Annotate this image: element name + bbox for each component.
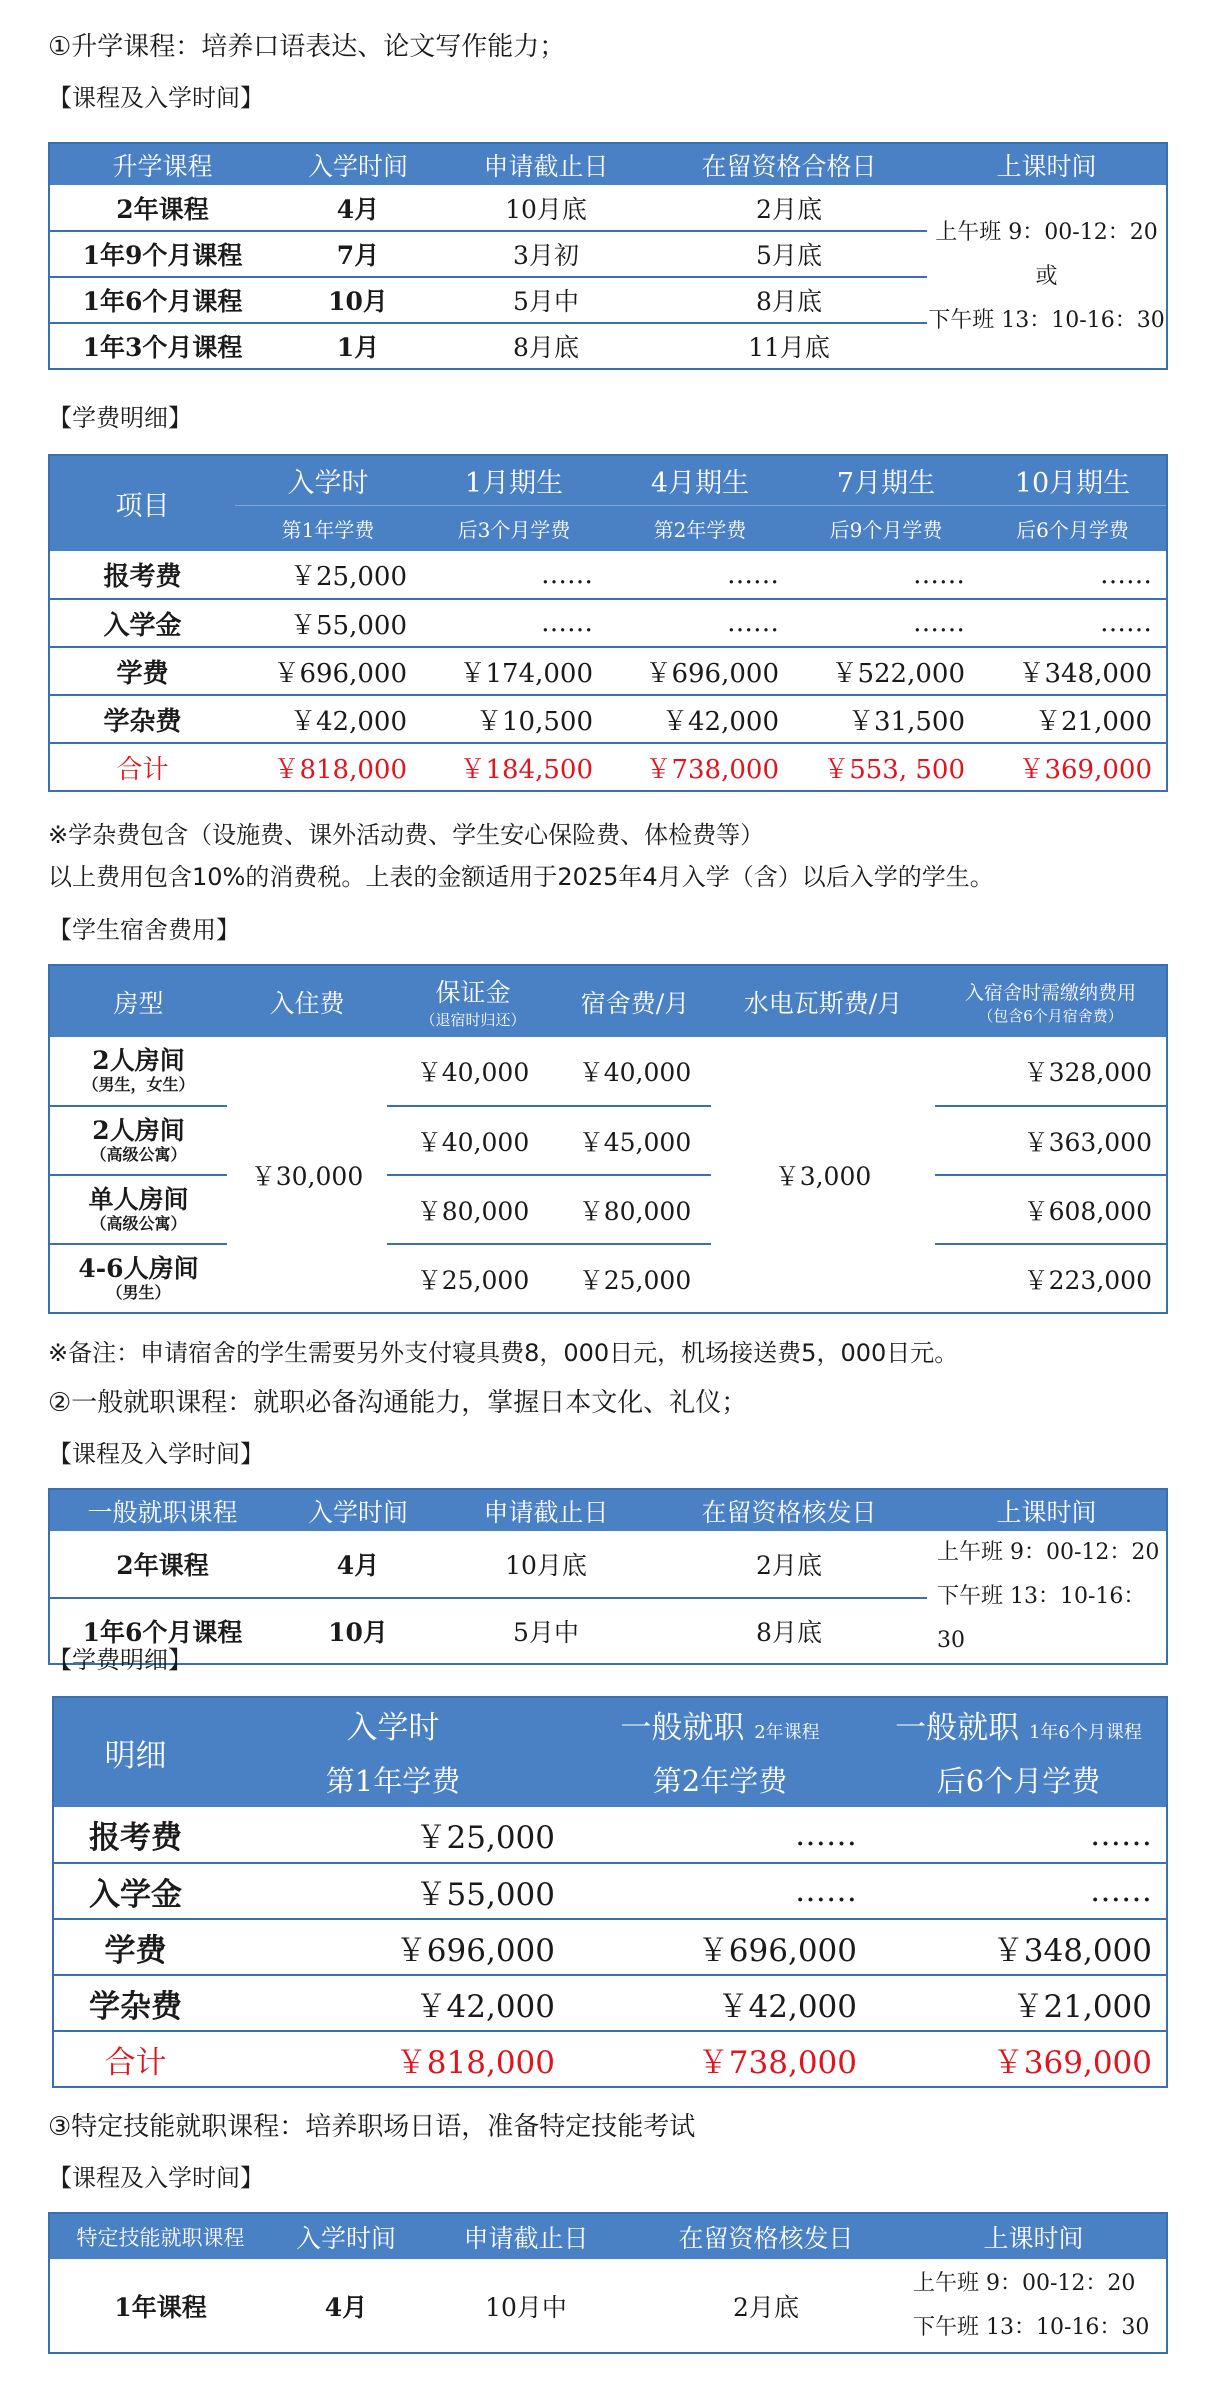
total-row xyxy=(53,2031,1167,2087)
class-time-morning: 上午班 9：00-12：20 xyxy=(935,219,1158,245)
utility-fee: ￥3,000 xyxy=(774,1161,872,1191)
cell: ￥369,000 xyxy=(992,2044,1152,2081)
table-row xyxy=(49,647,1167,695)
cell: ￥25,000 xyxy=(217,1807,569,1863)
col-header: 7月期生 xyxy=(793,455,979,505)
cell: ￥174,000 xyxy=(421,647,607,695)
section1-fee-tag: 【学费明细】 xyxy=(48,404,192,432)
col-header: 特定技能就职课程 xyxy=(49,2213,271,2259)
table-row xyxy=(53,1807,1167,1863)
dorm-table xyxy=(48,964,1168,1314)
section1-heading: ①升学课程：培养口语表达、论文写作能力； xyxy=(48,32,566,62)
col-header xyxy=(935,965,1167,1037)
cell: 8月底 xyxy=(513,333,579,362)
room-sub: （高级公寓） xyxy=(90,1213,187,1233)
table-row xyxy=(49,1531,1167,1598)
header-main: 入学时 xyxy=(346,1710,440,1746)
cell: ￥738,000 xyxy=(697,2044,857,2081)
cell: …… xyxy=(793,599,979,647)
room-cell xyxy=(49,1244,227,1313)
cell: 10月 xyxy=(328,1617,388,1647)
cell: 5月中 xyxy=(513,1617,579,1647)
section2-heading: ②一般就职课程：就职必备沟通能力，掌握日本文化、礼仪； xyxy=(48,1388,748,1418)
cell: ￥348,000 xyxy=(871,1919,1167,1975)
dorm-tag: 【学生宿舍费用】 xyxy=(48,916,240,944)
cell: ￥696,000 xyxy=(569,1919,871,1975)
row-label: 合计 xyxy=(116,754,169,785)
cell: ￥40,000 xyxy=(387,1106,559,1175)
col-header: 一般就职课程 xyxy=(49,1489,275,1531)
cell: 10月 xyxy=(275,277,441,323)
table-row xyxy=(49,1106,1167,1175)
col-subheader: 后3个月学费 xyxy=(421,505,607,551)
total-row xyxy=(49,743,1167,791)
table-row xyxy=(53,1863,1167,1919)
cell: 2月底 xyxy=(651,185,927,231)
dorm-note: ※备注：申请宿舍的学生需要另外支付寝具费8，000日元，机场接送费5，000日元。 xyxy=(48,1339,959,1367)
room-sub: （男生，女生） xyxy=(82,1075,195,1094)
col-subheader: 后6个月学费 xyxy=(871,1751,1167,1807)
cell: ￥369,000 xyxy=(1018,754,1152,785)
cell: 7月 xyxy=(275,231,441,277)
cell: ￥608,000 xyxy=(935,1175,1167,1244)
cell: 10月底 xyxy=(441,185,651,231)
cell: ￥25,000 xyxy=(578,1265,692,1295)
cell: 10月底 xyxy=(441,1531,651,1598)
row-label: 入学金 xyxy=(49,599,235,647)
cell: ￥348,000 xyxy=(979,647,1167,695)
room-name: 2人房间 xyxy=(92,1115,185,1145)
cell: …… xyxy=(569,1863,871,1919)
cell: …… xyxy=(871,1863,1167,1919)
cell: …… xyxy=(871,1807,1167,1863)
col-header: 在留资格核发日 xyxy=(631,2213,901,2259)
cell: 2月底 xyxy=(733,2292,799,2322)
col-header: 入学时 xyxy=(235,455,421,505)
col-header: 4月期生 xyxy=(607,455,793,505)
col-header: 申请截止日 xyxy=(441,1489,651,1531)
entry-fee: ￥30,000 xyxy=(250,1161,364,1191)
cell: 3月初 xyxy=(441,231,651,277)
room-name: 单人房间 xyxy=(88,1184,189,1214)
cell: 2月底 xyxy=(651,1531,927,1598)
col-header: 入住费 xyxy=(227,965,387,1037)
class-time-morning: 上午班 9：00-12：20 xyxy=(913,2270,1136,2296)
cell: ￥223,000 xyxy=(1023,1265,1152,1295)
deposit-sub: （退宿时归还） xyxy=(420,1010,526,1029)
row-label: 学费 xyxy=(49,647,235,695)
cell: 1月 xyxy=(336,333,380,362)
col-subheader: 第2年学费 xyxy=(569,1751,871,1807)
cell: ￥363,000 xyxy=(935,1106,1167,1175)
cell: ￥80,000 xyxy=(559,1175,711,1244)
cell: 8月底 xyxy=(756,1617,822,1647)
cell: 1年6个月课程 xyxy=(49,277,275,323)
cell: 4月 xyxy=(324,2292,368,2322)
cell: ￥696,000 xyxy=(235,647,421,695)
cell: ￥818,000 xyxy=(395,2044,555,2081)
deposit-label: 保证金 xyxy=(435,977,511,1007)
cell: ￥40,000 xyxy=(387,1037,559,1106)
col-subheader: 后9个月学费 xyxy=(793,505,979,551)
col-header: 在留资格合格日 xyxy=(651,143,927,185)
col-header xyxy=(387,965,559,1037)
table-row xyxy=(49,185,1167,231)
col-header xyxy=(217,1697,569,1751)
cell: ￥42,000 xyxy=(217,1975,569,2031)
col-header: 入学时间 xyxy=(271,2213,421,2259)
cell: …… xyxy=(979,599,1167,647)
cell: 10月中 xyxy=(485,2292,567,2322)
table-row xyxy=(53,1975,1167,2031)
cell: ￥80,000 xyxy=(387,1175,559,1244)
room-cell xyxy=(49,1175,227,1244)
table-row xyxy=(49,2259,1167,2353)
col-header: 1月期生 xyxy=(421,455,607,505)
col-header: 申请截止日 xyxy=(421,2213,631,2259)
col-header: 在留资格核发日 xyxy=(651,1489,927,1531)
col-subheader: 第2年学费 xyxy=(607,505,793,551)
item-header: 项目 xyxy=(49,455,235,551)
cell: ￥328,000 xyxy=(935,1037,1167,1106)
item-header: 明细 xyxy=(53,1697,217,1807)
cell: ￥696,000 xyxy=(607,647,793,695)
cell: ￥10,500 xyxy=(421,695,607,743)
cell: 11月底 xyxy=(748,333,830,362)
total-sub: （包含6个月宿舍费） xyxy=(978,1007,1123,1025)
col-header: 10月期生 xyxy=(979,455,1167,505)
cell: …… xyxy=(421,551,607,599)
header-small: 1年6个月课程 xyxy=(1028,1722,1142,1743)
cell: …… xyxy=(979,551,1167,599)
room-sub: （男生） xyxy=(106,1282,171,1302)
class-time-cell xyxy=(901,2259,1167,2353)
section2-course-tag: 【课程及入学时间】 xyxy=(48,1440,264,1468)
cell: 2年课程 xyxy=(49,1531,275,1598)
cell: …… xyxy=(793,551,979,599)
row-label: 合计 xyxy=(104,2044,167,2081)
cell: 1年3个月课程 xyxy=(82,333,243,362)
col-header: 房型 xyxy=(49,965,227,1037)
section2-course-table xyxy=(48,1488,1168,1665)
row-label: 报考费 xyxy=(53,1807,217,1863)
cell: ￥42,000 xyxy=(607,695,793,743)
class-time-afternoon: 下午班 13：10-16：30 xyxy=(928,307,1165,333)
col-header: 入学时间 xyxy=(275,143,441,185)
cell: 1年课程 xyxy=(114,2292,207,2322)
fee-note-2: 以上费用包含10%的消费税。上表的金额适用于2025年4月入学（含）以后入学的学生。 xyxy=(48,863,994,891)
cell: ￥42,000 xyxy=(569,1975,871,2031)
section3-course-table xyxy=(48,2212,1168,2354)
room-cell xyxy=(49,1037,227,1106)
cell: 5月底 xyxy=(651,231,927,277)
table-row xyxy=(49,599,1167,647)
col-subheader: 后6个月学费 xyxy=(979,505,1167,551)
col-subheader: 第1年学费 xyxy=(235,505,421,551)
cell: ￥40,000 xyxy=(559,1037,711,1106)
cell: ￥696,000 xyxy=(217,1919,569,1975)
cell: 5月中 xyxy=(441,277,651,323)
fee-note-1: ※学杂费包含（设施费、课外活动费、学生安心保险费、体检费等） xyxy=(48,821,765,849)
col-header: 上课时间 xyxy=(901,2213,1167,2259)
row-label: 学杂费 xyxy=(49,695,235,743)
section3-heading: ③特定技能就职课程：培养职场日语，准备特定技能考试 xyxy=(48,2112,696,2142)
table-row xyxy=(49,1244,1167,1313)
class-time-afternoon: 下午班 13：10-16：30 xyxy=(937,1584,1146,1653)
cell: …… xyxy=(607,599,793,647)
cell: ￥45,000 xyxy=(559,1106,711,1175)
table-row xyxy=(49,1175,1167,1244)
row-label: 学费 xyxy=(53,1919,217,1975)
cell: ￥25,000 xyxy=(235,551,421,599)
cell: ￥31,500 xyxy=(793,695,979,743)
row-label: 入学金 xyxy=(53,1863,217,1919)
room-cell xyxy=(49,1106,227,1175)
col-header: 入学时间 xyxy=(275,1489,441,1531)
section1-fee-table xyxy=(48,454,1168,792)
cell: 2年课程 xyxy=(49,185,275,231)
cell: 8月底 xyxy=(651,277,927,323)
cell: ￥21,000 xyxy=(979,695,1167,743)
section2-fee-table xyxy=(52,1696,1168,2088)
room-name: 4-6人房间 xyxy=(78,1253,199,1283)
cell: ￥21,000 xyxy=(871,1975,1167,2031)
room-name: 2人房间 xyxy=(92,1046,185,1075)
cell: 4月 xyxy=(275,1531,441,1598)
header-main: 一般就职 xyxy=(620,1710,745,1746)
total-label: 入宿舍时需缴纳费用 xyxy=(964,982,1136,1004)
col-header: 宿舍费/月 xyxy=(559,965,711,1037)
cell: 1年9个月课程 xyxy=(49,231,275,277)
cell: ￥25,000 xyxy=(416,1265,530,1295)
cell: …… xyxy=(569,1807,871,1863)
class-time-or: 或 xyxy=(1035,263,1058,289)
cell: ￥553, 500 xyxy=(823,754,965,785)
section2-fee-tag: 【学费明细】 xyxy=(48,1646,192,1674)
section3-course-tag: 【课程及入学时间】 xyxy=(48,2164,264,2192)
table-row xyxy=(49,695,1167,743)
table-row xyxy=(49,551,1167,599)
cell: …… xyxy=(421,599,607,647)
class-time-cell xyxy=(927,1531,1167,1664)
cell: 4月 xyxy=(275,185,441,231)
cell: 1年6个月课程 xyxy=(82,1617,243,1647)
cell: ￥738,000 xyxy=(645,754,779,785)
table-row xyxy=(53,1919,1167,1975)
col-header: 申请截止日 xyxy=(441,143,651,185)
class-time-cell xyxy=(927,185,1167,369)
col-header: 水电瓦斯费/月 xyxy=(711,965,935,1037)
row-label: 报考费 xyxy=(49,551,235,599)
room-sub: （高级公寓） xyxy=(90,1144,187,1164)
row-label: 学杂费 xyxy=(53,1975,217,2031)
section1-course-table xyxy=(48,142,1168,370)
col-subheader: 第1年学费 xyxy=(217,1751,569,1807)
col-header: 上课时间 xyxy=(927,143,1167,185)
cell: ￥55,000 xyxy=(235,599,421,647)
class-time-morning: 上午班 9：00-12：20 xyxy=(937,1540,1160,1565)
header-small: 2年课程 xyxy=(754,1722,820,1743)
cell: ￥55,000 xyxy=(217,1863,569,1919)
table-row xyxy=(49,1037,1167,1106)
col-header xyxy=(569,1697,871,1751)
section1-course-tag: 【课程及入学时间】 xyxy=(48,84,264,112)
col-header xyxy=(871,1697,1167,1751)
col-header: 升学课程 xyxy=(49,143,275,185)
header-main: 一般就职 xyxy=(895,1710,1020,1746)
cell: ￥522,000 xyxy=(793,647,979,695)
col-header: 上课时间 xyxy=(927,1489,1167,1531)
cell: …… xyxy=(607,551,793,599)
class-time-afternoon: 下午班 13：10-16：30 xyxy=(913,2314,1150,2340)
cell: ￥42,000 xyxy=(235,695,421,743)
cell: ￥184,500 xyxy=(459,754,593,785)
cell: ￥818,000 xyxy=(273,754,407,785)
